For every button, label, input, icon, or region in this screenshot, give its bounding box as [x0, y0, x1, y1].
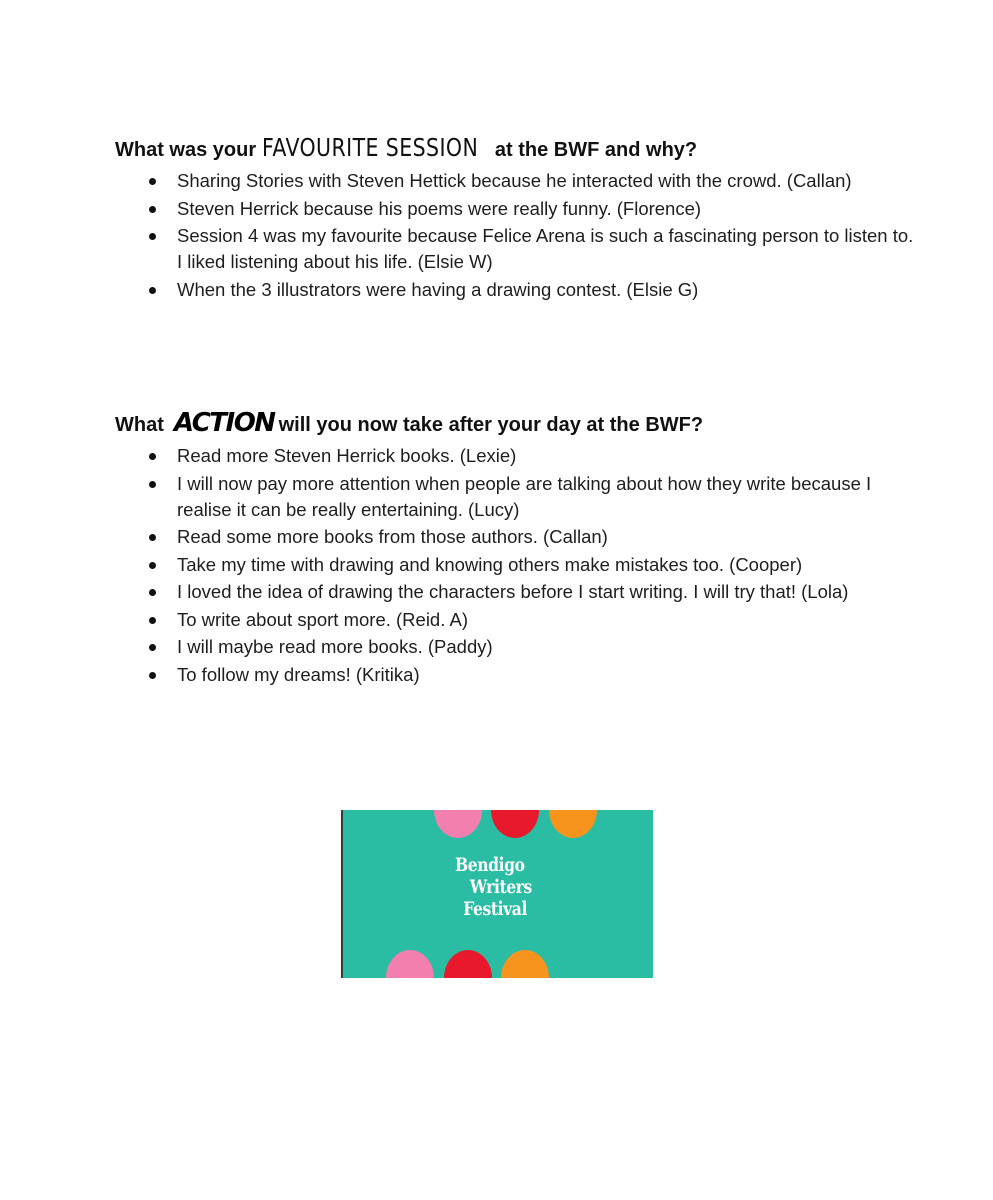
- bullet-icon: [149, 644, 156, 651]
- heading-prefix: What: [115, 414, 164, 436]
- action-section: [115, 405, 915, 689]
- bullet-icon: [149, 589, 156, 596]
- bullet-icon: [149, 453, 156, 460]
- list-item-text: Steven Herrick because his poems were really funny. (Florence): [177, 197, 702, 219]
- list-item-text: Read more Steven Herrick books. (Lexie): [177, 445, 517, 466]
- logo-line-bendigo: Bendigo: [455, 854, 525, 876]
- list-item: [115, 662, 915, 688]
- list-item-text: Take my time with drawing and knowing others make mistakes too. (Cooper): [177, 553, 803, 575]
- list-item: [115, 552, 915, 578]
- heading-suffix: will you now take after your day at the BWF?: [278, 414, 704, 436]
- bullet-icon: [149, 562, 156, 569]
- bullet-icon: [149, 617, 156, 624]
- heading-prefix: What was your: [115, 139, 257, 161]
- section-heading: [115, 405, 915, 443]
- list-item-text: To follow my dreams! (Kritika): [177, 663, 420, 685]
- bullet-icon: [149, 178, 156, 185]
- red-top-blob: [491, 810, 539, 838]
- response-list: [115, 443, 915, 688]
- heading-suffix: at the BWF and why?: [494, 139, 698, 161]
- heading-highlight: ACTION: [173, 408, 275, 438]
- pink-bottom-blob: [386, 950, 434, 978]
- orange-top-blob: [549, 810, 597, 838]
- logo-wordmark: [455, 854, 532, 920]
- list-item: [115, 634, 915, 660]
- heading-highlight: FAVOURITE SESSION: [261, 133, 478, 162]
- list-item-text: Sharing Stories with Steven Hettick because he interacted with the crowd. (Callan): [177, 170, 852, 191]
- red-bottom-blob: [444, 950, 492, 978]
- section-heading: [115, 130, 915, 168]
- list-item: [115, 524, 915, 550]
- bullet-icon: [149, 534, 156, 541]
- orange-bottom-blob: [501, 950, 549, 978]
- list-item: [115, 443, 915, 469]
- logo-line-festival: Festival: [463, 898, 528, 920]
- list-item: [115, 223, 915, 275]
- list-item: [115, 168, 915, 194]
- logo-line-writers: Writers: [469, 876, 532, 898]
- bullet-icon: [149, 481, 156, 488]
- list-item: [115, 579, 915, 605]
- list-item: [115, 607, 915, 633]
- favourite-session-section: [115, 130, 915, 304]
- response-list: [115, 168, 915, 303]
- list-item-text: I will now pay more attention when people are talking about how they write because I realise it can be really entertaining. (Lucy): [177, 472, 872, 520]
- list-item: [115, 196, 915, 222]
- list-item: [115, 277, 915, 303]
- list-item-text: Read some more books from those authors. (Callan): [177, 526, 608, 547]
- list-item-text: To write about sport more. (Reid. A): [177, 608, 468, 630]
- pink-top-blob: [434, 810, 482, 838]
- list-item: [115, 471, 915, 523]
- bullet-icon: [149, 206, 156, 213]
- list-item-text: I loved the idea of drawing the characters before I start writing. I will try that! (Lola): [177, 581, 849, 602]
- bendigo-writers-festival-logo: [341, 810, 653, 978]
- list-item-text: I will maybe read more books. (Paddy): [177, 636, 493, 657]
- bullet-icon: [149, 672, 156, 679]
- bullet-icon: [149, 287, 156, 294]
- list-item-text: Session 4 was my favourite because Felice Arena is such a fascinating person to listen to. I liked listening about his life. (Elsie W): [177, 225, 914, 272]
- bullet-icon: [149, 233, 156, 240]
- list-item-text: When the 3 illustrators were having a drawing contest. (Elsie G): [177, 278, 699, 300]
